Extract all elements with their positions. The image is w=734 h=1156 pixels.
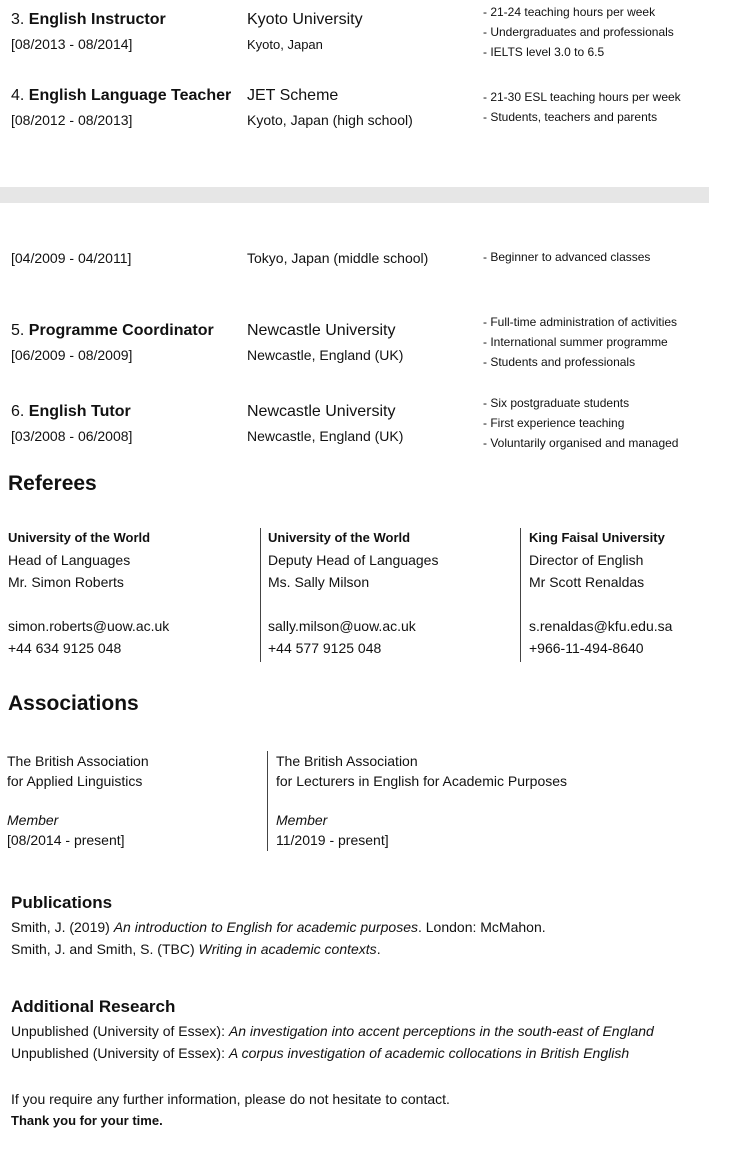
referee-role: Head of Languages bbox=[8, 552, 131, 568]
publication-citation: Smith, J. and Smith, S. (TBC) bbox=[11, 941, 199, 957]
association-status: Member bbox=[276, 812, 328, 828]
job-detail-item: - International summer programme bbox=[483, 335, 668, 349]
column-divider bbox=[260, 528, 261, 662]
job-number: 3. bbox=[11, 11, 25, 28]
research-item bbox=[11, 1023, 654, 1039]
publication-title: An introduction to English for academic purposes bbox=[113, 919, 418, 935]
job-location: Newcastle, England (UK) bbox=[247, 347, 404, 363]
publication-title: Writing in academic contexts bbox=[198, 941, 377, 957]
job-detail-item: - IELTS level 3.0 to 6.5 bbox=[483, 45, 605, 59]
association-name: The British Association bbox=[276, 753, 418, 769]
job-dates: [08/2012 - 08/2013] bbox=[11, 112, 133, 128]
association-period: 11/2019 - present] bbox=[276, 832, 389, 848]
referee-name: Ms. Sally Milson bbox=[268, 574, 370, 590]
column-divider bbox=[267, 751, 268, 851]
job-number: 5. bbox=[11, 322, 25, 339]
job-detail-item: - Full-time administration of activities bbox=[483, 315, 678, 329]
job-number: 4. bbox=[11, 87, 25, 104]
job-detail-item: - First experience teaching bbox=[483, 416, 625, 430]
association-card bbox=[7, 753, 149, 848]
referee-email: sally.milson@uow.ac.uk bbox=[268, 618, 416, 634]
job-title: English Instructor bbox=[28, 11, 166, 28]
job-dates: [04/2009 - 04/2011] bbox=[11, 250, 132, 266]
job-detail-item: - Beginner to advanced classes bbox=[483, 250, 651, 264]
job-location: Newcastle, England (UK) bbox=[247, 428, 404, 444]
research-title: A corpus investigation of academic collocations in British English bbox=[228, 1045, 630, 1061]
column-divider bbox=[520, 528, 521, 662]
job-detail-item: - 21-24 teaching hours per week bbox=[483, 5, 656, 19]
referee-name: Mr Scott Renaldas bbox=[529, 574, 645, 590]
research-source: Unpublished (University of Essex): bbox=[11, 1023, 229, 1039]
job-title: Programme Coordinator bbox=[28, 322, 214, 339]
referee-phone: +44 634 9125 048 bbox=[8, 640, 122, 656]
referee-card bbox=[529, 530, 672, 656]
closing-note: If you require any further information, please do not hesitate to contact. bbox=[11, 1091, 450, 1107]
job-details bbox=[483, 393, 678, 453]
association-name: The British Association bbox=[7, 753, 149, 769]
job-dates: [08/2013 - 08/2014] bbox=[11, 36, 133, 52]
job-detail-item: - Students and professionals bbox=[483, 355, 636, 369]
publication-citation: . London: McMahon. bbox=[417, 919, 546, 935]
job-number: 6. bbox=[11, 403, 25, 420]
referee-card bbox=[268, 530, 438, 656]
job-title: English Tutor bbox=[28, 403, 131, 420]
job-organisation: Kyoto University bbox=[247, 11, 363, 28]
research-source: Unpublished (University of Essex): bbox=[11, 1045, 229, 1061]
job-organisation: Newcastle University bbox=[247, 403, 396, 420]
job-detail-item: - Voluntarily organised and managed bbox=[483, 436, 679, 450]
referee-phone: +44 577 9125 048 bbox=[268, 640, 382, 656]
job-detail-item: - 21-30 ESL teaching hours per week bbox=[483, 90, 681, 104]
referee-role: Deputy Head of Languages bbox=[268, 552, 439, 568]
job-title-line bbox=[11, 11, 166, 29]
publication-item bbox=[11, 919, 546, 935]
section-heading-publications: Publications bbox=[11, 893, 113, 912]
association-card bbox=[276, 753, 567, 848]
referee-organisation: University of the World bbox=[268, 530, 411, 545]
job-detail-item: - Six postgraduate students bbox=[483, 396, 630, 410]
job-title: English Language Teacher bbox=[28, 87, 232, 104]
job-location: Kyoto, Japan (high school) bbox=[247, 112, 413, 128]
publication-citation: Smith, J. (2019) bbox=[11, 919, 114, 935]
referee-organisation: University of the World bbox=[8, 530, 151, 545]
section-heading-research: Additional Research bbox=[11, 997, 176, 1016]
job-organisation: JET Scheme bbox=[247, 87, 339, 104]
page-break-band bbox=[0, 187, 709, 203]
job-title-line bbox=[11, 87, 231, 105]
research-item bbox=[11, 1045, 629, 1061]
job-detail-item: - Students, teachers and parents bbox=[483, 110, 658, 124]
referee-phone: +966-11-494-8640 bbox=[529, 640, 644, 656]
referee-email: s.renaldas@kfu.edu.sa bbox=[529, 618, 673, 634]
association-period: [08/2014 - present] bbox=[7, 832, 125, 848]
job-dates: [06/2009 - 08/2009] bbox=[11, 347, 133, 363]
referee-name: Mr. Simon Roberts bbox=[8, 574, 124, 590]
association-name: for Lecturers in English for Academic Purposes bbox=[276, 773, 568, 789]
job-details bbox=[483, 2, 674, 62]
job-dates: [03/2008 - 06/2008] bbox=[11, 428, 133, 444]
job-detail-item: - Undergraduates and professionals bbox=[483, 25, 674, 39]
section-heading-referees: Referees bbox=[8, 472, 97, 495]
job-organisation: Newcastle University bbox=[247, 322, 396, 339]
job-title-line bbox=[11, 403, 131, 421]
referee-role: Director of English bbox=[529, 552, 644, 568]
association-status: Member bbox=[7, 812, 59, 828]
job-location: Kyoto, Japan bbox=[247, 37, 323, 52]
referee-email: simon.roberts@uow.ac.uk bbox=[8, 618, 170, 634]
referee-organisation: King Faisal University bbox=[529, 530, 665, 545]
job-details bbox=[483, 312, 677, 372]
section-heading-associations: Associations bbox=[8, 692, 139, 715]
publication-citation: . bbox=[376, 941, 381, 957]
research-title: An investigation into accent perceptions in the south-east of England bbox=[228, 1023, 654, 1039]
closing-thanks: Thank you for your time. bbox=[11, 1113, 163, 1128]
association-name: for Applied Linguistics bbox=[7, 773, 143, 789]
job-details bbox=[483, 87, 681, 127]
publication-item bbox=[11, 941, 381, 957]
job-location: Tokyo, Japan (middle school) bbox=[247, 250, 429, 266]
job-title-line bbox=[11, 322, 214, 340]
referee-card bbox=[8, 530, 169, 656]
